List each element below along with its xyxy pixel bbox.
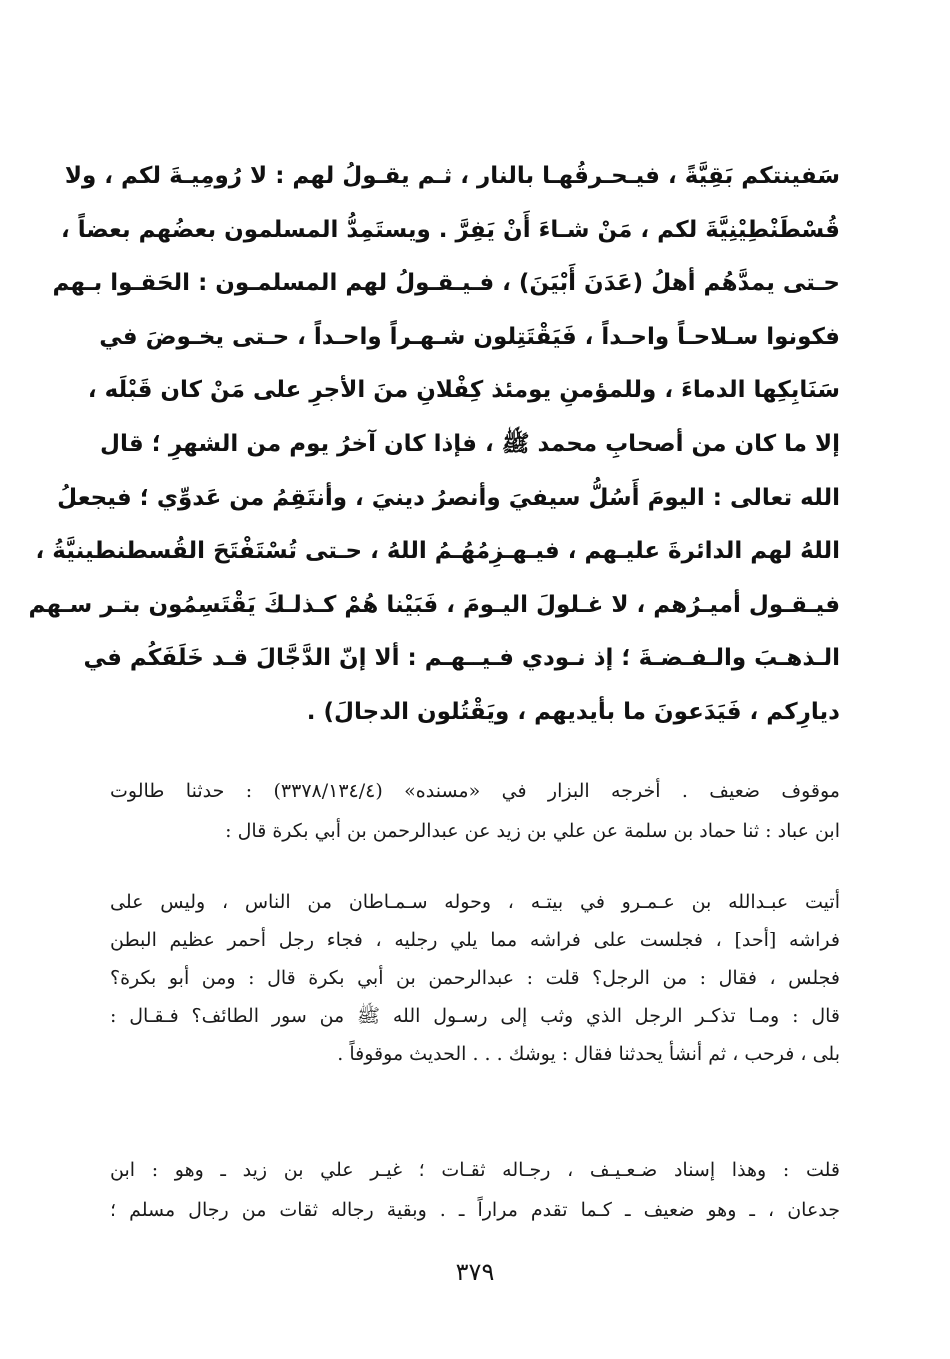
note-3-line-1: قلت : وهذا إسناد ضـعـيـف ، رجـاله ثقـات ؛ غيـر علي بن زيد ـ وهو : ابن	[110, 1159, 840, 1181]
main-text-line-2: قُسْطَنْطِيْنِيَّةَ لكم ، مَنْ شـاءَ أَنْ يَفِرَّ . ويستَمِدُّ المسلمون بعضُهم بعضاً ،	[60, 216, 840, 243]
note-2-line-3: فجلس ، فقال : من الرجل؟ قلت : عبدالرحمن بن أبي بكرة قال : ومن أبو بكرة؟	[110, 967, 840, 989]
main-text-line-1: سَفينتكم بَقِيَّةً ، فيـحـرقُهـا بالنار ، ثـم يقـولُ لهم : لا رُومِيـةَ لكم ، ولا	[64, 163, 840, 189]
main-text-line-8: اللهُ لهم الدائرةَ عليـهم ، فيـهـزِمُهُـمُ اللهُ ، حـتى تُسْتَفْتَحَ القُسطنطينيَّةُ ،	[35, 538, 840, 565]
note-3-line-2: جدعان ، ـ وهو ضعيف ـ كـما تقدم مراراً ـ . وبقية رجاله ثقات من رجال مسلم ؛	[110, 1199, 840, 1221]
narration-paragraph	[110, 883, 840, 1073]
note-1-line-1: موقوف ضعيف . أخرجه البزار في «مسنده» (٣٣٧٨/١٣٤/٤) : حدثنا طالوت	[110, 780, 840, 802]
note-1-line-2: ابن عباد : ثنا حماد بن سلمة عن علي بن زيد عن عبدالرحمن بن أبي بكرة قال :	[225, 820, 840, 842]
main-text-line-11: ديارِكم ، فَيَدَعونَ ما بأيديهم ، ويَقْتُلون الدجالَ) .	[306, 698, 840, 725]
page-number: ٣٧٩	[455, 1258, 495, 1286]
isnad-assessment-paragraph	[110, 1150, 840, 1230]
note-2-line-1: أتيت عبـدالله بن عـمـرو في بيتـه ، وحوله سـمـاطان من الناس ، وليس على	[110, 891, 840, 913]
hadith-main-text	[28, 150, 840, 740]
main-text-line-9: فيـقـول أميـرُهم ، لا غـلولَ اليـومَ ، فَبَيْنا هُمْ كـذلـكَ يَقْتَسِمُون بتـر سـهم	[28, 591, 840, 618]
main-text-line-4: فكونوا سـلاحـاً واحـداً ، فَيَقْتَتِلون شـهـراً واحـداً ، حـتى يخـوضَ في	[99, 323, 840, 350]
main-text-line-10: الـذهـبَ والـفـضـةَ ؛ إذ نـودي فـيــهـم : ألا إنّ الدَّجَّالَ قـد خَلَفَكُم في	[83, 645, 840, 672]
main-text-line-6: إلا ما كان من أصحابِ محمد ﷺ ، فإذا كان آخرُ يوم من الشهرِ ؛ قال	[100, 430, 840, 457]
main-text-line-3: حـتى يمدَّهُم أهلُ (عَدَنَ أَبْيَنَ) ، فـيـقـولُ لهم المسلمـون : الحَقـوا بـهم	[52, 270, 840, 297]
note-2-line-4: قال : ومـا تذكـر الرجل الذي وثب إلى رسـول الله ﷺ من سور الطائف؟ فـقـال :	[110, 1005, 840, 1027]
main-text-line-5: سَنَابِكِها الدماءَ ، وللمؤمنِ يومئذ كِفْلانِ منَ الأجرِ على مَنْ كان قَبْلَه ،	[87, 377, 840, 404]
main-text-line-7: الله تعالى : اليومَ أَسُلُّ سيفيَ وأنصرُ دينيَ ، وأنتَقِمُ من عَدوِّي ؛ فيجعلُ	[57, 484, 840, 511]
note-2-line-5: بلى ، فرحب ، ثم أنشأ يحدثنا فقال : يوشك . . . الحديث موقوفاً .	[337, 1043, 840, 1065]
takhrij-paragraph	[110, 771, 840, 851]
note-2-line-2: فراشه [أحد] ، فجلست على فراشه مما يلي رجليه ، فجاء رجل أحمر عظيم البطن	[110, 929, 840, 951]
